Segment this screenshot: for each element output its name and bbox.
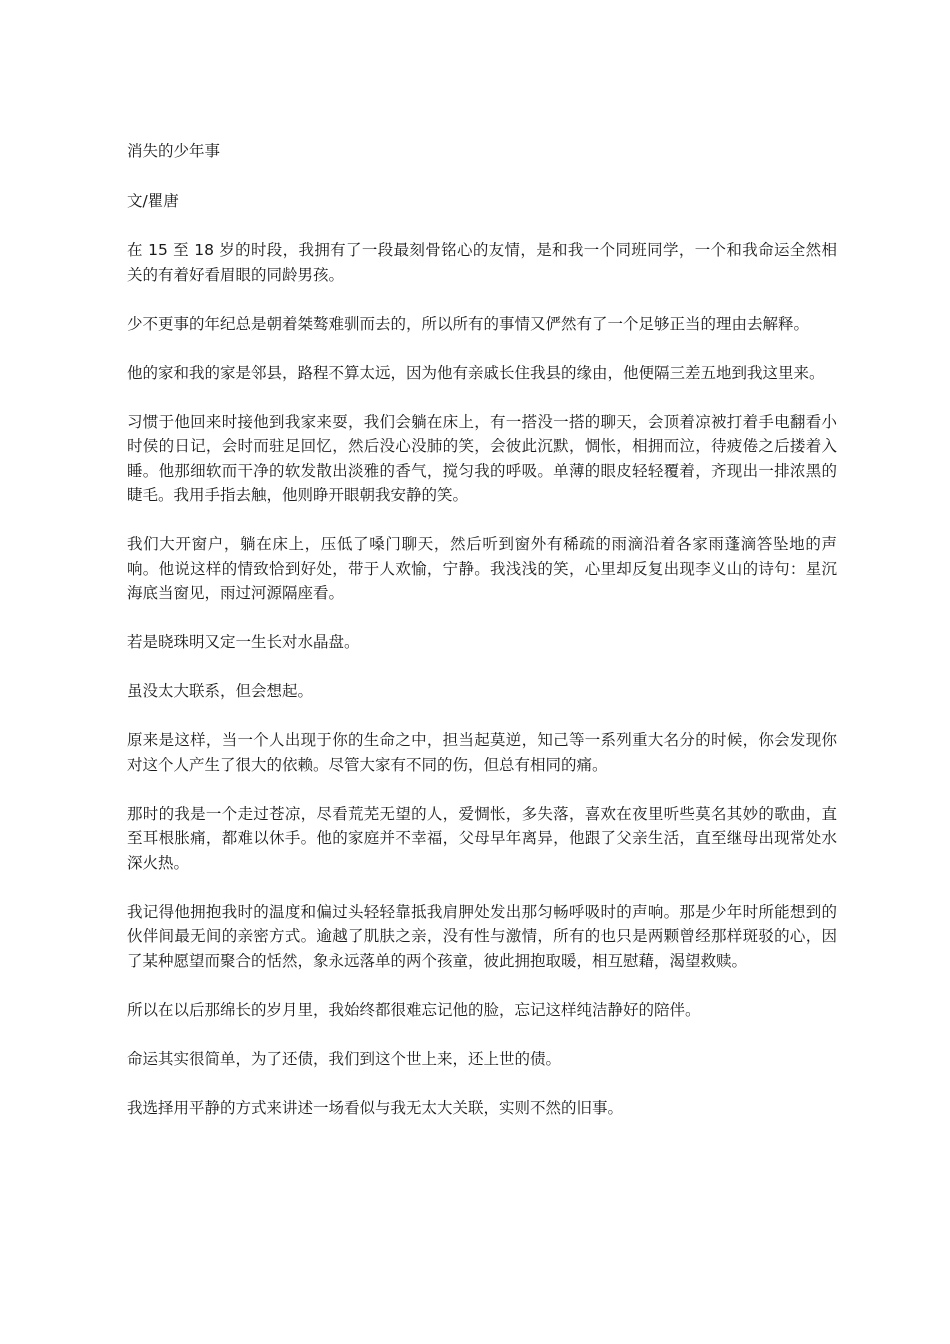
- paragraph: 习惯于他回来时接他到我家来耍，我们会躺在床上，有一搭没一搭的聊天，会顶着凉被打着手电翻看小时侯的日记，会时而驻足回忆，然后没心没肺的笑，会彼此沉默，惆怅，相拥而泣，待疲倦之后搂着入睡。他那细软而干净的软发散出淡雅的香气，搅匀我的呼吸。单薄的眼皮轻轻覆着，齐现出一排浓黑的睫毛。我用手指去触，他则睁开眼朝我安静的笑。: [127, 412, 837, 504]
- paragraph: 少不更事的年纪总是朝着桀骜难驯而去的，所以所有的事情又俨然有了一个足够正当的理由去解释。: [127, 314, 810, 333]
- paragraph: 我选择用平静的方式来讲述一场看似与我无太大关联，实则不然的旧事。: [127, 1098, 624, 1117]
- paragraph: 命运其实很简单，为了还债，我们到这个世上来，还上世的债。: [127, 1049, 562, 1068]
- paragraph: 在 15 至 18 岁的时段，我拥有了一段最刻骨铭心的友情，是和我一个同班同学，一个和我命运全然相关的有着好看眉眼的同龄男孩。: [127, 241, 837, 284]
- paragraph: 他的家和我的家是邻县，路程不算太远，因为他有亲戚长住我县的缘由，他便隔三差五地到我这里来。: [127, 363, 825, 382]
- paragraph: 我记得他拥抱我时的温度和偏过头轻轻靠抵我肩胛处发出那匀畅呼吸时的声响。那是少年时所能想到的伙伴间最无间的亲密方式。逾越了肌肤之亲，没有性与激情，所有的也只是两颗曾经那样斑驳的心，因了某种愿望而聚合的恬然，象永远落单的两个孩童，彼此拥抱取暖，相互慰藉，渴望救赎。: [127, 902, 837, 970]
- document-author: 文/瞿唐: [127, 191, 179, 210]
- paragraph: 我们大开窗户，躺在床上，压低了嗓门聊天，然后听到窗外有稀疏的雨滴沿着各家雨蓬滴答坠地的声响。他说这样的情致恰到好处，带于人欢愉，宁静。我浅浅的笑，心里却反复出现李义山的诗句：星沉海底当窗见，雨过河源隔座看。: [127, 535, 837, 602]
- paragraph: 原来是这样，当一个人出现于你的生命之中，担当起莫逆，知己等一系列重大名分的时候，你会发现你对这个人产生了很大的依赖。尽管大家有不同的伤，但总有相同的痛。: [127, 731, 837, 774]
- paragraph: 若是晓珠明又定一生长对水晶盘。: [127, 633, 360, 651]
- paragraph: 虽没太大联系，但会想起。: [127, 682, 314, 700]
- paragraph: 那时的我是一个走过苍凉，尽看荒芜无望的人，爱惆怅，多失落，喜欢在夜里听些莫名其妙的歌曲，直至耳根胀痛，都难以休手。他的家庭并不幸福，父母早年离异，他跟了父亲生活，直至继母出现常处水深火热。: [127, 804, 837, 872]
- paragraph: 所以在以后那绵长的岁月里，我始终都很难忘记他的脸，忘记这样纯洁静好的陪伴。: [127, 1000, 701, 1019]
- document-body: [127, 139, 837, 1145]
- document-title: 消失的少年事: [127, 142, 221, 160]
